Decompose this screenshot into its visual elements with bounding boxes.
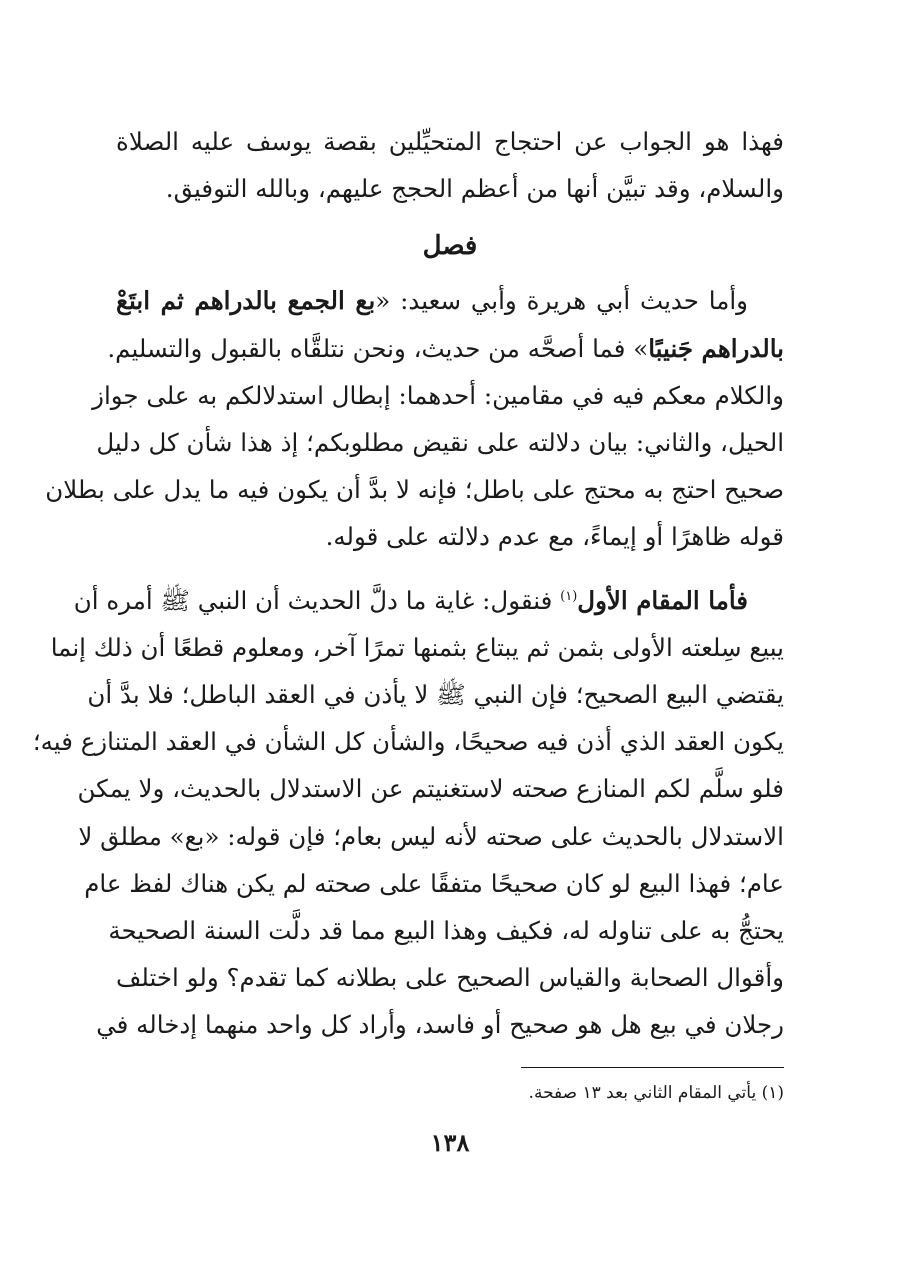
text-line: رجلان في بيع هل هو صحيح أو فاسد، وأراد كل واحد منهما إدخاله في	[96, 1010, 784, 1040]
hadith-quote: بع الجمع بالدراهم ثم ابتَعْ	[116, 286, 376, 316]
text-line: يكون العقد الذي أذن فيه صحيحًا، والشأن كل الشأن في العقد المتنازع فيه؛	[32, 727, 784, 757]
text-span: » فما أصحَّه من حديث، ونحن نتلقَّاه بالقبول والتسليم.	[107, 333, 649, 363]
lead-phrase: فأما المقام الأول	[577, 585, 748, 615]
text-span: وأما حديث أبي هريرة وأبي سعيد: «	[375, 286, 748, 316]
text-line	[107, 325, 784, 372]
paragraph-hadith	[45, 277, 784, 560]
text-line	[116, 277, 784, 324]
footnote: (١) يأتي المقام الثاني بعد ١٣ صفحة.	[528, 1083, 784, 1103]
text-line: فهذا هو الجواب عن احتجاج المتحيِّلين بقصة يوسف عليه الصلاة	[116, 127, 784, 156]
text-line: صحيح احتج به محتج على باطل؛ فإنه لا بدَّ أن يكون فيه ما يدل على بطلان	[45, 475, 784, 505]
main-text	[32, 118, 784, 1049]
text-line: والسلام، وقد تبيَّن أنها من أعظم الحجج عليهم، وبالله التوفيق.	[165, 174, 784, 204]
footnote-ref: (١)	[560, 588, 578, 604]
text-span: فنقول: غاية ما دلَّ الحديث أن النبي ﷺ أمره أن	[73, 585, 561, 615]
text-line: الاستدلال بالحديث على صحته لأنه ليس بعام؛ فإن قوله: «بع» مطلق لا	[78, 821, 784, 851]
page-number: ١٣٨	[430, 1128, 470, 1157]
text-line: عام؛ فهذا البيع لو كان صحيحًا متفقًا على صحته لم يكن هناك لفظ عام	[84, 868, 784, 898]
text-line: الحيل، والثاني: بيان دلالته على نقيض مطلوبكم؛ إذ هذا شأن كل دليل	[96, 428, 784, 458]
text-line: يقتضي البيع الصحيح؛ فإن النبي ﷺ لا يأذن في العقد الباطل؛ فلا بدَّ أن	[87, 680, 784, 710]
text-line: يبيع سِلعته الأولى بثمن ثم يبتاع بثمنها تمرًا آخر، ومعلوم قطعًا أن ذلك إنما	[50, 632, 784, 662]
text-line: والكلام معكم فيه في مقامين: أحدهما: إبطال استدلالكم به على جواز	[92, 380, 784, 410]
text-line: قوله ظاهرًا أو إيماءً، مع عدم دلالته على قوله.	[325, 522, 784, 552]
text-line: فلو سلَّم لكم المنازع صحته لاستغنيتم عن الاستدلال بالحديث، ولا يمكن	[77, 774, 784, 804]
paragraph-first-position	[32, 577, 784, 1049]
paragraph-gap	[116, 561, 784, 577]
text-line	[73, 577, 784, 624]
section-heading: فصل	[422, 231, 478, 262]
hadith-quote: بالدراهم جَنيبًا	[648, 333, 784, 363]
text-line: وأقوال الصحابة والقياس الصحيح على بطلانه كما تقدم؟ ولو اختلف	[116, 963, 784, 993]
footnote-divider	[521, 1067, 784, 1068]
text-line: يحتجُّ به على تناوله له، فكيف وهذا البيع مما قد دلَّت السنة الصحيحة	[108, 916, 784, 946]
paragraph-closing	[116, 118, 784, 212]
